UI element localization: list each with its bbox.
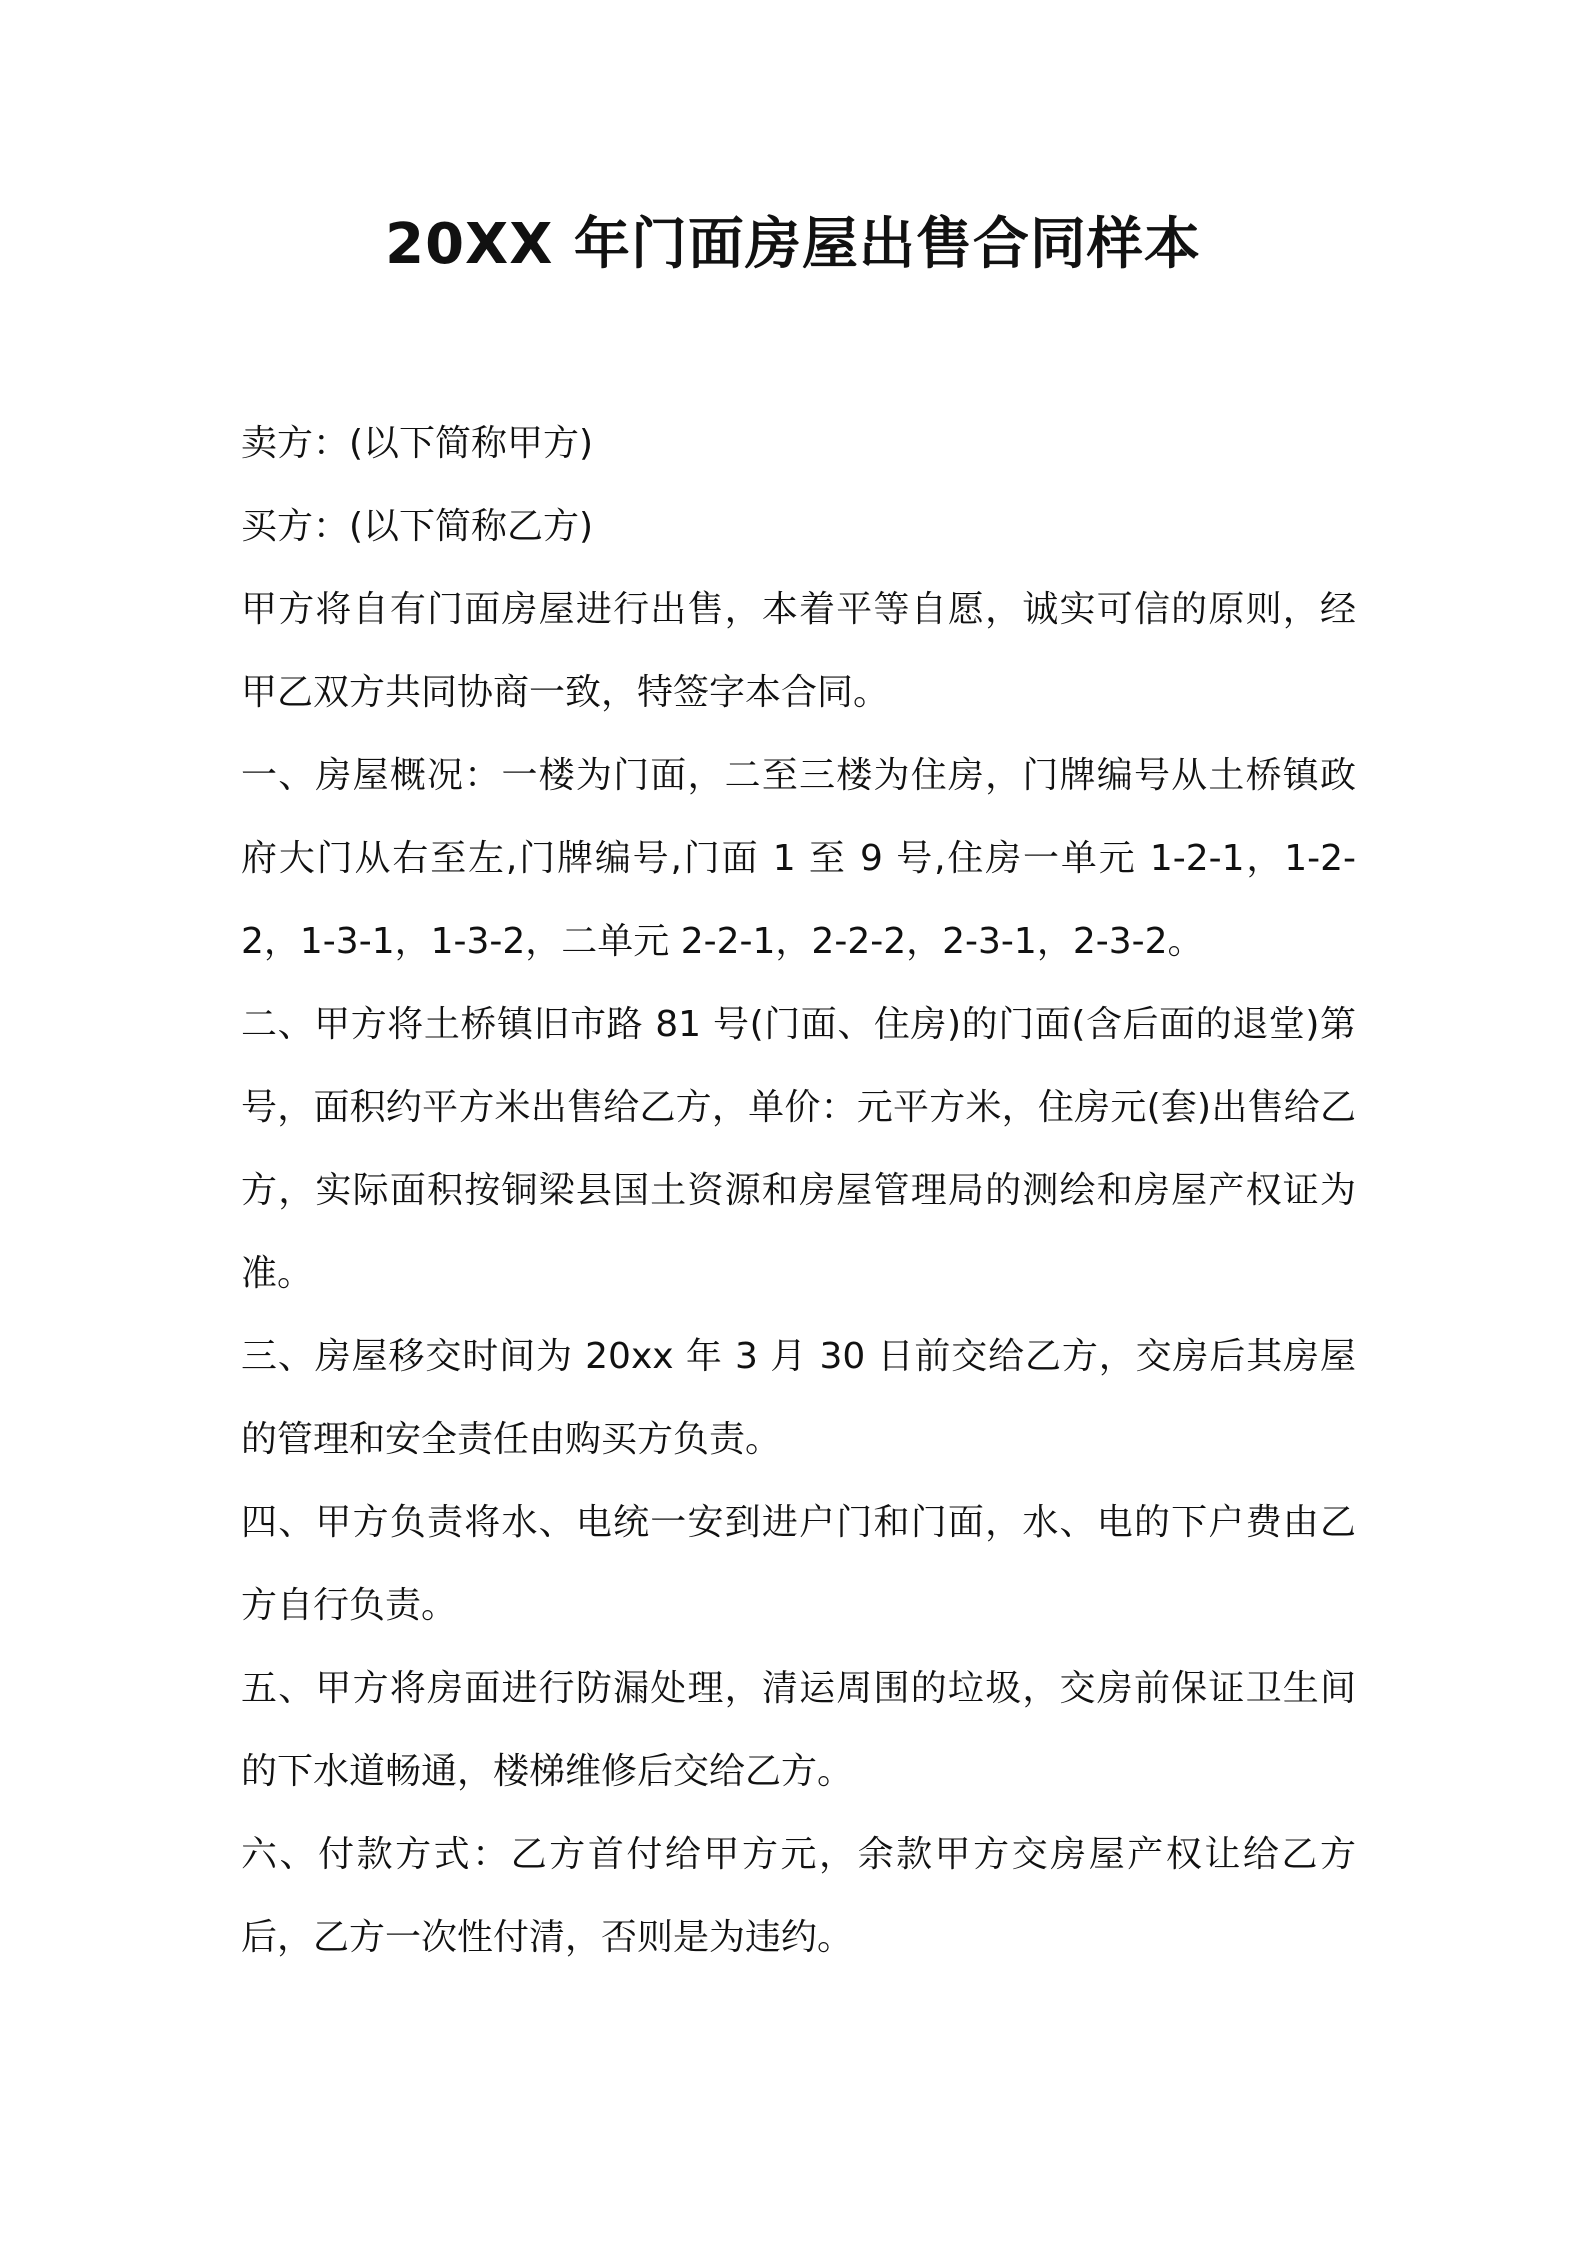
clause-2-paragraph: 二、甲方将土桥镇旧市路 81 号(门面、住房)的门面(含后面的退堂)第号，面积约平方米出售给乙方，单价：元平方米，住房元(套)出售给乙方，实际面积按铜梁县国土资源和房屋管理局的测绘和房屋产权证为准。 xyxy=(241,1004,1356,1294)
document-body xyxy=(241,402,1356,1979)
buyer-line: 买方：(以下简称乙方) xyxy=(241,506,594,547)
clause-6-paragraph: 六、付款方式：乙方首付给甲方元，余款甲方交房屋产权让给乙方后，乙方一次性付清，否则是为违约。 xyxy=(241,1834,1356,1958)
clause-4-paragraph: 四、甲方负责将水、电统一安到进户门和门面，水、电的下户费由乙方自行负责。 xyxy=(241,1502,1356,1626)
intro-paragraph: 甲方将自有门面房屋进行出售，本着平等自愿，诚实可信的原则，经甲乙双方共同协商一致，特签字本合同。 xyxy=(241,589,1356,713)
seller-line: 卖方：(以下简称甲方) xyxy=(241,423,594,464)
clause-5-paragraph: 五、甲方将房面进行防漏处理，清运周围的垃圾，交房前保证卫生间的下水道畅通，楼梯维修后交给乙方。 xyxy=(241,1668,1356,1792)
document-title: 20XX 年门面房屋出售合同样本 xyxy=(385,212,1201,277)
clause-1-paragraph: 一、房屋概况：一楼为门面，二至三楼为住房，门牌编号从土桥镇政府大门从右至左,门牌编号,门面 1 至 9 号,住房一单元 1-2-1，1-2-2，1-3-1，1-3-2，二单元 2-2-1，2-2-2，2-3-1，2-3-2。 xyxy=(241,755,1356,962)
clause-3-paragraph: 三、房屋移交时间为 20xx 年 3 月 30 日前交给乙方，交房后其房屋的管理和安全责任由购买方负责。 xyxy=(241,1336,1356,1460)
